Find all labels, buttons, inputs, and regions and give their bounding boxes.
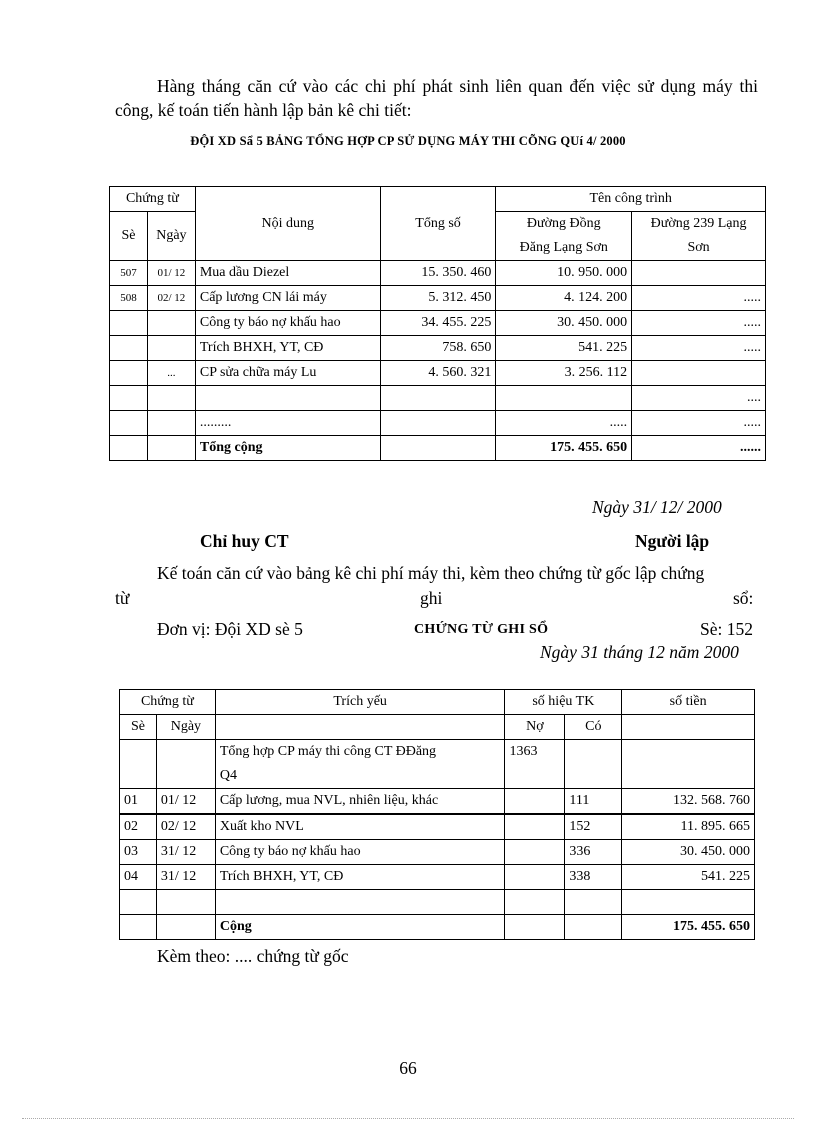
row-noi-dung <box>195 386 380 411</box>
attached-docs: Kèm theo: .... chứng từ gốc <box>157 946 349 966</box>
t2-row-so-tien: 132. 568. 760 <box>622 789 755 815</box>
t2-total-empty <box>505 915 565 940</box>
t2-summary-co <box>565 740 622 789</box>
row-ct2: ..... <box>632 286 766 311</box>
row-ct1 <box>496 386 632 411</box>
t2-row-co: 152 <box>565 814 622 840</box>
t2-row-so-tien: 11. 895. 665 <box>622 814 755 840</box>
t2-header-no: Nợ <box>505 715 565 740</box>
table1-total-label: Tổng cộng <box>195 436 380 461</box>
para2-word-tu: từ <box>115 588 130 608</box>
row-so: 507 <box>110 261 148 286</box>
row-noi-dung: Trích BHXH, YT, CĐ <box>195 336 380 361</box>
row-noi-dung: Mua dầu Diezel <box>195 261 380 286</box>
t2-row-trich-yeu: Trích BHXH, YT, CĐ <box>215 865 505 890</box>
voucher-table <box>119 689 755 940</box>
table1-row <box>110 286 766 311</box>
t2-empty-cell <box>215 890 505 915</box>
t2-row-no <box>505 789 565 815</box>
t2-row-co: 338 <box>565 865 622 890</box>
row-tong-so: 4. 560. 321 <box>380 361 496 386</box>
t2-row-so: 04 <box>120 865 157 890</box>
row-noi-dung: ......... <box>195 411 380 436</box>
t2-row-ngay: 31/ 12 <box>156 840 215 865</box>
row-ngay <box>147 411 195 436</box>
voucher-number: Sè: 152 <box>700 619 753 639</box>
header-ct2-line1: Đường 239 Lạng <box>632 212 766 237</box>
t2-summary-line1: Tổng hợp CP máy thi công CT ĐĐăng <box>219 744 437 759</box>
header-chung-tu: Chứng từ <box>110 187 196 212</box>
machine-cost-summary-table <box>109 186 766 461</box>
t2-header-so-hieu-tk: số hiệu TK <box>505 690 622 715</box>
row-ct1: 4. 124. 200 <box>496 286 632 311</box>
t2-summary-line2: Q4 <box>219 768 237 783</box>
row-ct1: 30. 450. 000 <box>496 311 632 336</box>
t2-total-row <box>120 915 755 940</box>
para2-word-so: sổ: <box>733 588 754 608</box>
t2-row-so: 03 <box>120 840 157 865</box>
row-tong-so: 5. 312. 450 <box>380 286 496 311</box>
table1-row <box>110 336 766 361</box>
t2-empty-cell <box>120 890 157 915</box>
row-noi-dung: Công ty báo nợ khấu hao <box>195 311 380 336</box>
header-ct1-line2: Đăng Lạng Sơn <box>496 236 632 261</box>
t2-summary-text <box>215 740 505 789</box>
unit-label: Đơn vị: Đội XD sè 5 <box>157 619 303 639</box>
header-so: Sè <box>110 212 148 261</box>
t2-header-empty <box>215 715 505 740</box>
row-ngay <box>147 386 195 411</box>
row-ngay <box>147 311 195 336</box>
row-ngay: ... <box>147 361 195 386</box>
t2-summary-amount <box>622 740 755 789</box>
table1-row <box>110 386 766 411</box>
row-ct2: .... <box>632 386 766 411</box>
table1-row <box>110 261 766 286</box>
t2-row-trich-yeu: Xuất kho NVL <box>215 814 505 840</box>
t2-summary-ngay <box>156 740 215 789</box>
row-noi-dung: CP sửa chữa máy Lu <box>195 361 380 386</box>
row-ct1: ..... <box>496 411 632 436</box>
table1-title: ĐỘI XD Sẩ 5 BẢNG TỔNG HỢP CP SỬ DỤNG MÁY THI CÕNG QUí 4/ 2000 <box>190 134 626 148</box>
t2-row-ngay: 01/ 12 <box>156 789 215 815</box>
t2-total-empty <box>156 915 215 940</box>
row-ngay <box>147 336 195 361</box>
row-ct2 <box>632 261 766 286</box>
header-noi-dung: Nội dung <box>195 187 380 261</box>
row-ct2: ..... <box>632 311 766 336</box>
row-tong-so <box>380 386 496 411</box>
row-so: 508 <box>110 286 148 311</box>
header-ten-cong-trinh: Tên công trình <box>496 187 766 212</box>
header-ngay: Ngày <box>147 212 195 261</box>
row-so <box>110 336 148 361</box>
intro-paragraph: Hàng tháng căn cứ vào các chi phí phát sinh liên quan đến việc sử dụng máy thi công, kế toán tiến hành lập bản kê chi tiết: <box>115 76 758 120</box>
table1-total-row <box>110 436 766 461</box>
table2-row <box>120 865 755 890</box>
row-ct1: 10. 950. 000 <box>496 261 632 286</box>
table1-total-ct1: 175. 455. 650 <box>496 436 632 461</box>
row-tong-so: 15. 350. 460 <box>380 261 496 286</box>
t2-row-no <box>505 865 565 890</box>
row-ct1: 541. 225 <box>496 336 632 361</box>
t2-total-label: Cộng <box>215 915 505 940</box>
t2-row-no <box>505 814 565 840</box>
table2-row <box>120 840 755 865</box>
t2-empty-row <box>120 890 755 915</box>
row-tong-so: 34. 455. 225 <box>380 311 496 336</box>
row-so <box>110 361 148 386</box>
t2-header-ngay: Ngày <box>156 715 215 740</box>
voucher-date: Ngày 31 tháng 12 năm 2000 <box>540 642 739 662</box>
row-so <box>110 411 148 436</box>
page-bottom-divider <box>22 1118 794 1119</box>
total-empty-ngay <box>147 436 195 461</box>
t2-row-co: 111 <box>565 789 622 815</box>
t2-row-trich-yeu: Công ty báo nợ khấu hao <box>215 840 505 865</box>
t2-header-co: Có <box>565 715 622 740</box>
row-ct2 <box>632 361 766 386</box>
row-tong-so: 758. 650 <box>380 336 496 361</box>
header-ct2-line2: Sơn <box>632 236 766 261</box>
header-tong-so: Tổng số <box>380 187 496 261</box>
table2-row <box>120 789 755 815</box>
t2-header-chung-tu: Chứng từ <box>120 690 216 715</box>
report-date: Ngày 31/ 12/ 2000 <box>592 497 722 517</box>
t2-empty-cell <box>565 890 622 915</box>
t2-row-so-tien: 541. 225 <box>622 865 755 890</box>
row-tong-so <box>380 411 496 436</box>
t2-row-trich-yeu: Cấp lương, mua NVL, nhiên liệu, khác <box>215 789 505 815</box>
t2-empty-cell <box>622 890 755 915</box>
row-ngay: 01/ 12 <box>147 261 195 286</box>
t2-row-so-tien: 30. 450. 000 <box>622 840 755 865</box>
row-so <box>110 311 148 336</box>
t2-row-so: 01 <box>120 789 157 815</box>
table1-row <box>110 311 766 336</box>
t2-row-ngay: 02/ 12 <box>156 814 215 840</box>
t2-row-co: 336 <box>565 840 622 865</box>
t2-empty-cell <box>505 890 565 915</box>
t2-header-trich-yeu: Trích yếu <box>215 690 505 715</box>
t2-row-no <box>505 840 565 865</box>
total-empty-tong-so <box>380 436 496 461</box>
t2-header-so: Sè <box>120 715 157 740</box>
t2-row-ngay: 31/ 12 <box>156 865 215 890</box>
page-number: 66 <box>399 1058 417 1078</box>
para2-word-ghi: ghi <box>420 588 443 608</box>
t2-row-so: 02 <box>120 814 157 840</box>
t2-total-amount: 175. 455. 650 <box>622 915 755 940</box>
t2-total-empty <box>565 915 622 940</box>
t2-empty-cell <box>156 890 215 915</box>
t2-summary-so <box>120 740 157 789</box>
header-ct1-line1: Đường Đồng <box>496 212 632 237</box>
t2-header-so-tien: số tiền <box>622 690 755 715</box>
total-empty-so <box>110 436 148 461</box>
t2-total-empty <box>120 915 157 940</box>
table1-row <box>110 411 766 436</box>
para2-line1: Kế toán căn cứ vào bảng kê chi phí máy thi, kèm theo chứng từ gốc lập chứng <box>157 563 705 583</box>
table1-row <box>110 361 766 386</box>
t2-summary-no: 1363 <box>505 740 565 789</box>
t2-header-empty2 <box>622 715 755 740</box>
table2-row <box>120 814 755 840</box>
row-ct2: ..... <box>632 336 766 361</box>
row-ngay: 02/ 12 <box>147 286 195 311</box>
row-ct1: 3. 256. 112 <box>496 361 632 386</box>
t2-summary-row <box>120 740 755 789</box>
voucher-title: CHỨNG TỪ GHI SỔ <box>414 622 549 637</box>
row-ct2: ..... <box>632 411 766 436</box>
row-so <box>110 386 148 411</box>
signer-right-title: Người lập <box>635 531 710 551</box>
row-noi-dung: Cấp lương CN lái máy <box>195 286 380 311</box>
signer-left-title: Chỉ huy CT <box>200 531 289 551</box>
table1-total-ct2: ...... <box>632 436 766 461</box>
